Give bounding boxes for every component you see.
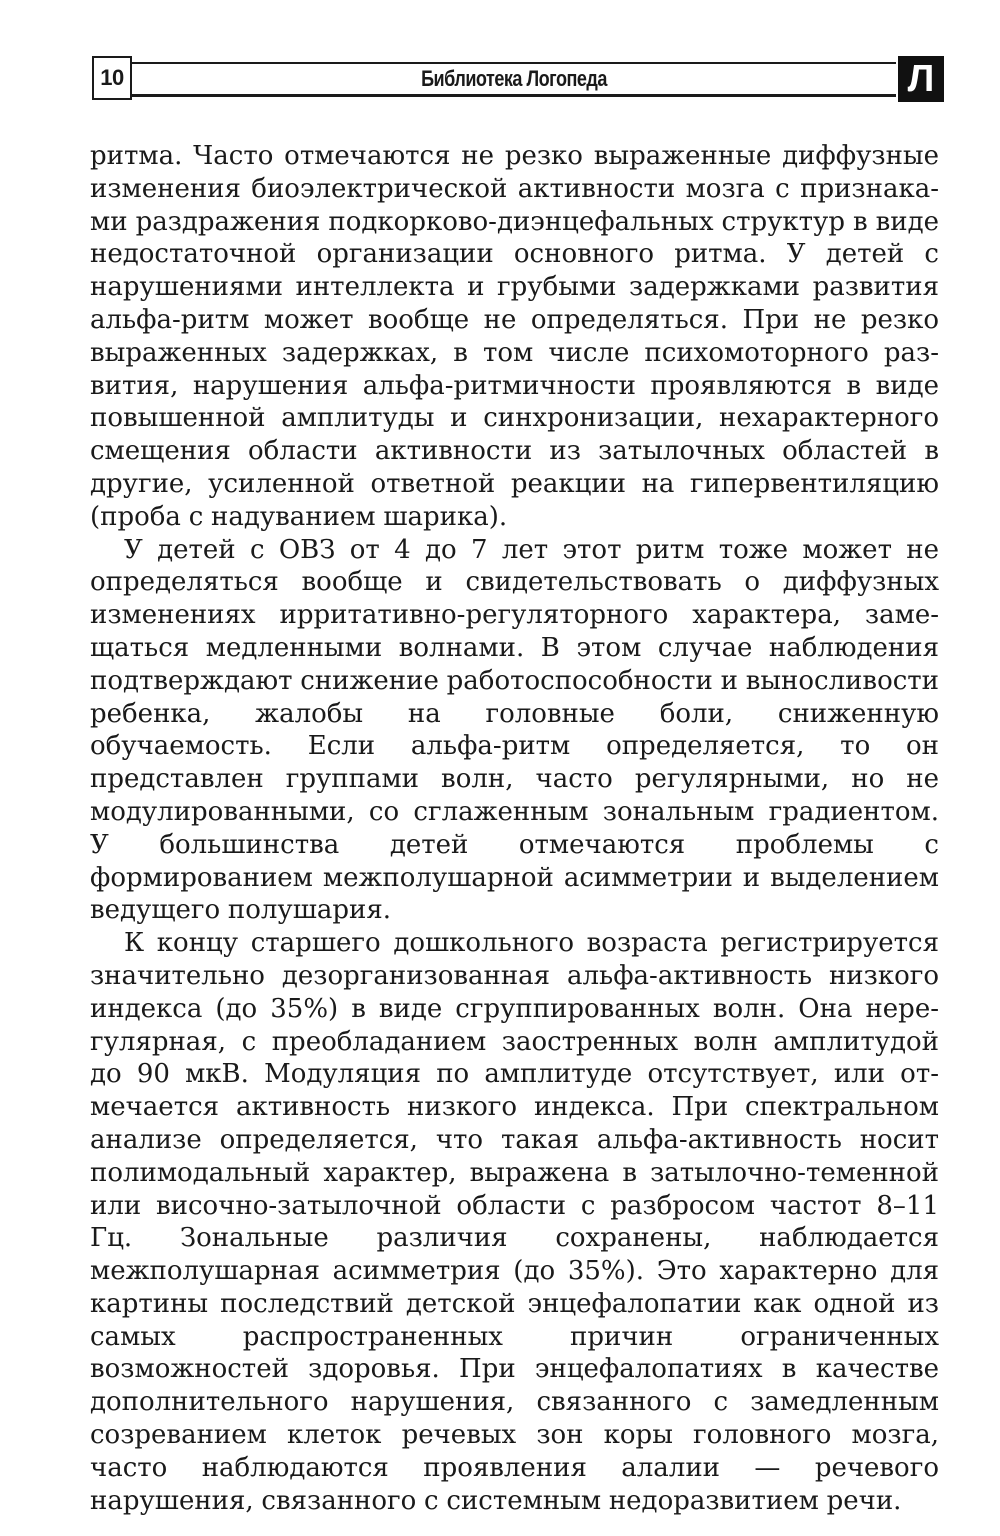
paragraph-3: К концу старшего дошкольного возраста регистрируется значительно дезорганизованная альфа-активность низкого индекса (до 35%) в виде сгруппированных волн. Она нерегулярная, с преобладанием заостренных волн амплитудой до 90 мкВ. Модуляция по амплитуде отсутствует, или отмечается активность низкого индекса. При спектральном анализе определяется, что такая альфа-активность носит полимодальный характер, выражена в затылочно-теменной или височно-затылочной области с разбросом частот 8–11 Гц. Зональные различия сохранены, наблюдается межполушарная асимметрия (до 35%). Это характерно для картины последствий детской энцефалопатии как одной из самых распространенных причин ограниченных возможностей здоровья. При энцефалопатиях в качестве дополнительного нарушения, связанного с замедленным созреванием клеток речевых зон коры головного мозга, часто наблюдаются проявления алалии — речевого нарушения, связанного с системным недоразвитием речи. bbox=[90, 928, 939, 1516]
page-body bbox=[90, 140, 939, 1517]
paragraph-2: У детей с ОВЗ от 4 до 7 лет этот ритм тоже может не определяться вообще и свидетельствовать о диффузных изменениях ирритативно-регуляторного характера, замещаться медленными волнами. В этом случае наблюдения подтверждают снижение работоспособности и выносливости ребенка, жалобы на головные боли, сниженную обучаемость. Если альфа-ритм определяется, то он представлен группами волн, часто регулярными, но не модулированными, со сглаженным зональным градиентом. У большинства детей отмечаются проблемы с формированием межполушарной асимметрии и выделением ведущего полушария. bbox=[90, 534, 939, 926]
page-header bbox=[92, 56, 944, 102]
header-rule-bottom bbox=[132, 94, 896, 97]
series-title: Библиотека Логопеда bbox=[421, 66, 607, 91]
paragraph-1: ритма. Часто отмечаются не резко выраженные диффузные изменения биоэлектрической активности мозга с признаками раздражения подкорково-диэнцефальных структур в виде недостаточной организации основного ритма. У детей с нарушениями интеллекта и грубыми задержками развития альфа-ритм может вообще не определяться. При не резко выраженных задержках, в том числе психомоторного развития, нарушения альфа-ритмичности проявляются в виде повышенной амплитуды и синхронизации, нехарактерного смещения области активности из затылочных областей в другие, усиленной ответной реакции на гипервентиляцию (проба с надуванием шарика). bbox=[90, 141, 939, 532]
series-logo: Л bbox=[898, 56, 944, 102]
page-number: 10 bbox=[92, 56, 132, 100]
